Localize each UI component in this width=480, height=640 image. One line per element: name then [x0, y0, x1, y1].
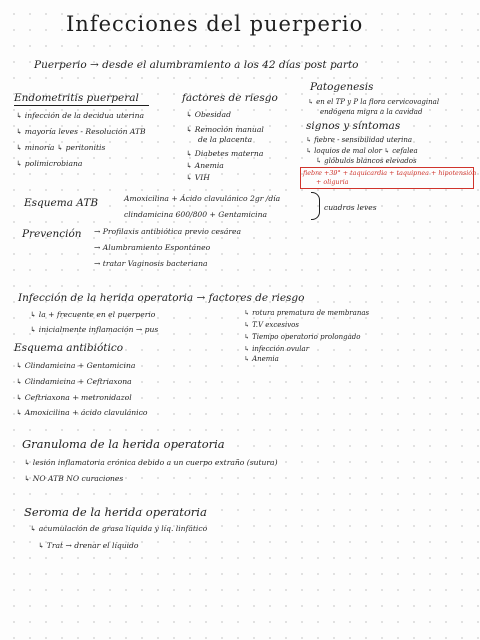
page-title: Infecciones del puerperio [66, 12, 364, 36]
brace-note: cuadros leves [324, 203, 377, 212]
granuloma-item: ↳ NO ATB NO curaciones [24, 474, 124, 483]
endometritis-item: ↳ infección de la decidua uterina [16, 111, 144, 120]
signos-item: ↳ glóbulos blancos elevados [316, 157, 417, 165]
factores-item: ↳ Diabetes materna [186, 149, 264, 158]
herida-riesgo-item: ↳ rotura prematura de membranas [244, 309, 370, 317]
factores-item: ↳ VIH [186, 173, 210, 182]
mild-cases-brace [311, 192, 320, 220]
herida-heading: Infección de la herida operatoria → factores de riesgo [18, 292, 305, 304]
herida-riesgo-item: ↳ Tiempo operatorio prolongado [244, 333, 361, 341]
esquema2-heading: Esquema antibiótico [14, 342, 124, 354]
endometritis-underline [14, 105, 149, 106]
herida-item: ↳ inicialmente inflamación → pus [30, 325, 159, 334]
signos-item: ↳ loquios de mal olor ↳ cefalea [306, 147, 418, 155]
intro-line: Puerperio → desde el alumbramiento a los 42 días post parto [34, 59, 359, 71]
factores-item: de la placenta [198, 135, 253, 144]
factores-heading: factores de riesgo [182, 92, 278, 104]
esquema2-item: ↳ Clindamicina + Gentamicina [16, 361, 136, 370]
patogenesis-item: ↳ en el TP y P la flora cervicovaginal [308, 98, 440, 106]
prevencion-label: Prevención [22, 228, 82, 240]
endometritis-item: ↳ mayoría leves - Resolución ATB [16, 127, 146, 136]
granuloma-heading: Granuloma de la herida operatoria [22, 437, 225, 451]
esquema-atb-item: clindamicina 600/800 + Gentamicina [124, 210, 268, 219]
esquema-atb-item: Amoxicilina + Ácido clavulánico 2gr /día [124, 194, 281, 203]
patogenesis-item: endógena migra a la cavidad [320, 108, 423, 116]
endometritis-heading: Endometritis puerperal [14, 92, 139, 104]
prevencion-item: → tratar Vaginosis bacteriana [94, 259, 208, 268]
endometritis-item: ↳ polimicrobiana [16, 159, 83, 168]
seroma-item: ↳ Trat → drenar el líquido [38, 541, 139, 550]
herida-riesgo-item: ↳ Anemia [244, 355, 279, 363]
esquema2-item: ↳ Ceftriaxona + metronidazol [16, 393, 132, 402]
severity-note-line: + oliguria [316, 178, 349, 186]
esquema-atb-label: Esquema ATB [24, 197, 99, 209]
severity-note-line: fiebre +39° + taquicardia + taquipnea + hipotensión [303, 169, 477, 177]
signos-heading: signos y síntomas [306, 120, 401, 132]
prevencion-item: → Alumbramiento Espontáneo [94, 243, 211, 252]
esquema2-item: ↳ Clindamicina + Ceftriaxona [16, 377, 132, 386]
factores-item: ↳ Anemia [186, 161, 224, 170]
seroma-item: ↳ acumulación de grasa líquida y líq. linfático [30, 524, 208, 533]
herida-item: ↳ la + frecuente en el puerperio [30, 310, 156, 319]
prevencion-item: → Profilaxis antibiótica previo cesárea [94, 227, 242, 236]
factores-item: ↳ Remoción manual [186, 125, 264, 134]
seroma-heading: Seroma de la herida operatoria [24, 505, 207, 519]
esquema2-item: ↳ Amoxicilina + ácido clavulánico [16, 408, 148, 417]
patogenesis-heading: Patogenesis [310, 81, 374, 93]
herida-riesgo-item: ↳ infección ovular [244, 345, 310, 353]
granuloma-item: ↳ lesión inflamatoria crónica debido a un cuerpo extraño (sutura) [24, 458, 278, 467]
factores-item: ↳ Obesidad [186, 110, 231, 119]
herida-riesgo-item: ↳ T.V excesivos [244, 321, 299, 329]
signos-item: ↳ fiebre - sensibilidad uterina [306, 136, 413, 144]
endometritis-item: ↳ minoría ↳ peritonitis [16, 143, 106, 152]
